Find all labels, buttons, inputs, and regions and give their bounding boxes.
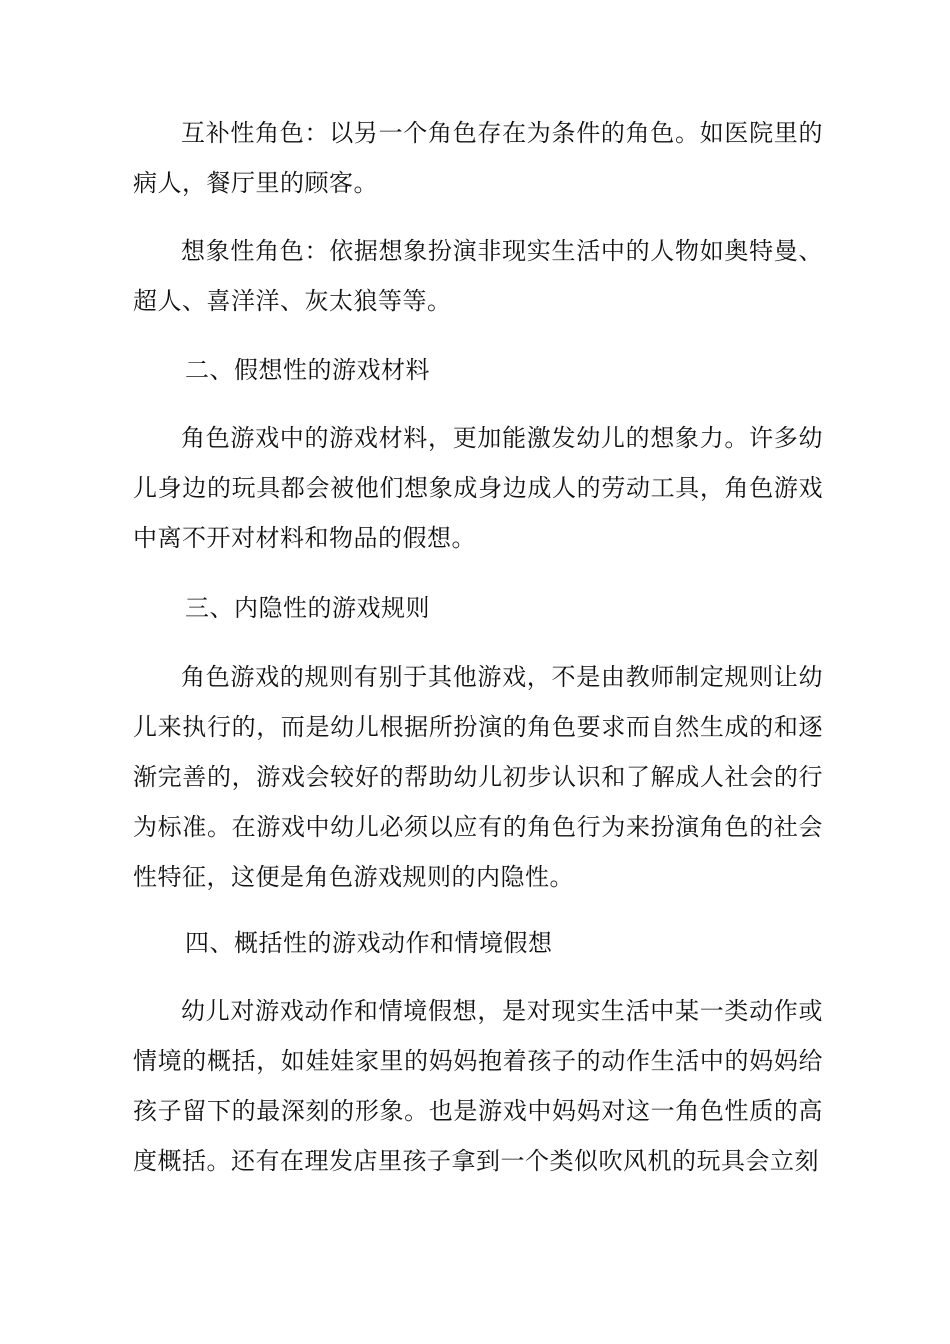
heading-generalized-actions: 四、概括性的游戏动作和情境假想	[185, 929, 553, 957]
paragraph-game-materials: 角色游戏中的游戏材料，更加能激发幼儿的想象力。许多幼儿身边的玩具都会被他们想象成身边成人的劳动工具，角色游戏中离不开对材料和物品的假想。	[133, 424, 823, 552]
paragraph-imaginary-role: 想象性角色：依据想象扮演非现实生活中的人物如奥特曼、超人、喜洋洋、灰太狼等等。	[133, 237, 823, 315]
paragraph-game-rules: 角色游戏的规则有别于其他游戏，不是由教师制定规则让幼儿来执行的，而是幼儿根据所扮演的角色要求而自然生成的和逐渐完善的，游戏会较好的帮助幼儿初步认识和了解成人社会的行为标准。在游戏中幼儿必须以应有的角色行为来扮演角色的社会性特征，这便是角色游戏规则的内隐性。	[133, 663, 823, 891]
paragraph-game-actions: 幼儿对游戏动作和情境假想，是对现实生活中某一类动作或情境的概括，如娃娃家里的妈妈抱着孩子的动作生活中的妈妈给孩子留下的最深刻的形象。也是游戏中妈妈对这一角色性质的高度概括。还有在理发店里孩子拿到一个类似吹风机的玩具会立刻	[133, 997, 823, 1175]
paragraph-complementary-role: 互补性角色：以另一个角色存在为条件的角色。如医院里的病人，餐厅里的顾客。	[133, 119, 823, 197]
heading-imaginary-materials: 二、假想性的游戏材料	[185, 356, 430, 384]
heading-implicit-rules: 三、内隐性的游戏规则	[185, 594, 430, 622]
